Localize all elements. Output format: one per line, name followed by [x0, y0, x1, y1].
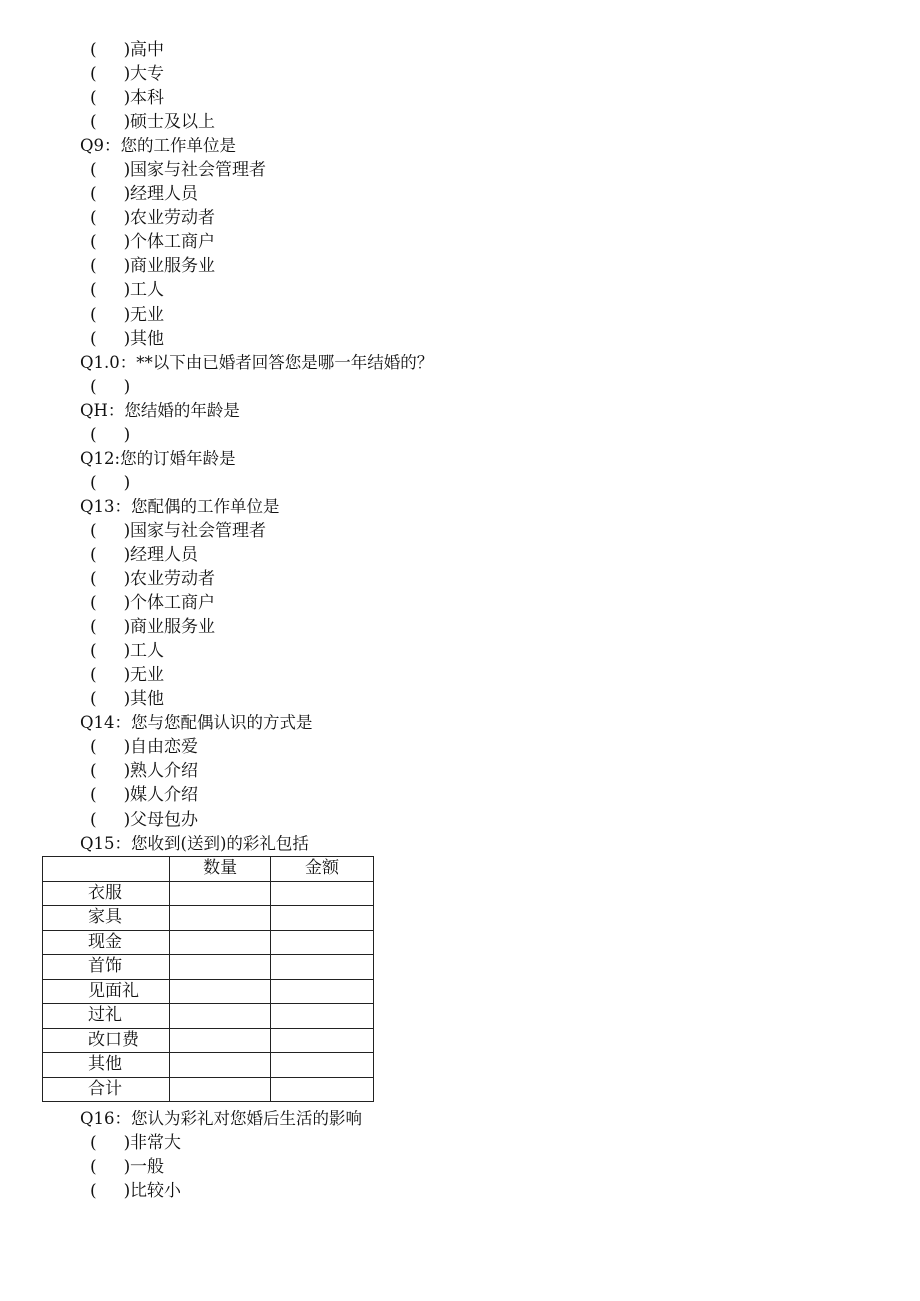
option-label: 经理人员 [130, 544, 198, 565]
question-text: Q14：您与您配偶认识的方式是 [80, 713, 313, 733]
quantity-cell[interactable] [170, 1004, 271, 1029]
table-row-label: 改口费 [43, 1028, 170, 1053]
option-label: 一般 [130, 1157, 164, 1178]
option-label: 农业劳动者 [130, 208, 215, 229]
table-row-label: 过礼 [43, 1004, 170, 1029]
amount-cell[interactable] [271, 881, 374, 906]
option-label: 工人 [130, 641, 164, 662]
answer-parentheses[interactable]: ( ) [90, 160, 131, 181]
answer-parentheses[interactable]: ( ) [90, 520, 131, 541]
table-row-label: 合计 [43, 1077, 170, 1102]
option-item [80, 182, 880, 206]
answer-parentheses[interactable]: ( ) [90, 328, 131, 349]
quantity-cell[interactable] [170, 881, 271, 906]
option-item [80, 278, 880, 302]
question-text: Q12:您的订婚年龄是 [80, 448, 236, 468]
table-header-row [43, 857, 374, 882]
answer-parentheses[interactable]: ( ) [90, 40, 131, 60]
option-item [80, 158, 880, 182]
answer-parentheses[interactable]: ( ) [90, 1157, 131, 1178]
table-row [43, 881, 374, 906]
option-label: 工人 [130, 280, 164, 301]
amount-cell[interactable] [271, 1053, 374, 1078]
option-item [80, 735, 880, 759]
answer-parentheses[interactable]: ( ) [90, 424, 131, 445]
amount-cell[interactable] [271, 1028, 374, 1053]
answer-parentheses[interactable]: ( ) [90, 64, 131, 85]
quantity-cell[interactable] [170, 979, 271, 1004]
answer-blank [80, 423, 880, 447]
option-item [80, 783, 880, 807]
answer-parentheses[interactable]: ( ) [90, 232, 131, 253]
table-row-label: 首饰 [43, 955, 170, 980]
option-label: 自由恋爱 [130, 737, 198, 758]
answer-parentheses[interactable]: ( ) [90, 472, 131, 493]
table-row [43, 906, 374, 931]
survey-questions-part-1 [80, 38, 880, 856]
option-item [80, 759, 880, 783]
option-item [80, 663, 880, 687]
amount-cell[interactable] [271, 1077, 374, 1102]
answer-parentheses[interactable]: ( ) [90, 1133, 131, 1154]
option-item [80, 327, 880, 351]
option-label: 个体工商户 [130, 593, 215, 614]
table-header-cell [43, 857, 170, 882]
answer-parentheses[interactable]: ( ) [90, 256, 131, 277]
amount-cell[interactable] [271, 1004, 374, 1029]
option-label: 媒人介绍 [130, 785, 198, 806]
answer-parentheses[interactable]: ( ) [90, 112, 131, 133]
answer-parentheses[interactable]: ( ) [90, 88, 131, 109]
option-item [80, 38, 880, 62]
answer-parentheses[interactable]: ( ) [90, 737, 131, 758]
answer-parentheses[interactable]: ( ) [90, 280, 131, 301]
option-item [80, 543, 880, 567]
option-label: 其他 [130, 689, 164, 710]
question-text: Q13：您配偶的工作单位是 [80, 496, 280, 516]
option-item [80, 206, 880, 230]
option-label: 大专 [130, 64, 164, 85]
answer-parentheses[interactable]: ( ) [90, 641, 131, 662]
option-item [80, 62, 880, 86]
answer-parentheses[interactable]: ( ) [90, 376, 131, 397]
answer-parentheses[interactable]: ( ) [90, 617, 131, 638]
option-item [80, 639, 880, 663]
answer-parentheses[interactable]: ( ) [90, 184, 131, 205]
option-label: 个体工商户 [130, 232, 215, 253]
table-row-label: 家具 [43, 906, 170, 931]
option-item [80, 1179, 880, 1203]
table-row [43, 1077, 374, 1102]
option-label: 其他 [130, 328, 164, 349]
answer-parentheses[interactable]: ( ) [90, 593, 131, 614]
answer-parentheses[interactable]: ( ) [90, 761, 131, 782]
table-row-label: 衣服 [43, 881, 170, 906]
option-item [80, 110, 880, 134]
option-label: 商业服务业 [130, 617, 215, 638]
table-row [43, 1053, 374, 1078]
answer-parentheses[interactable]: ( ) [90, 785, 131, 806]
table-row-label: 现金 [43, 930, 170, 955]
answer-parentheses[interactable]: ( ) [90, 689, 131, 710]
option-label: 无业 [130, 304, 164, 325]
option-item [80, 808, 880, 832]
option-item [80, 254, 880, 278]
option-item [80, 567, 880, 591]
option-item [80, 1131, 880, 1155]
option-label: 国家与社会管理者 [130, 520, 266, 541]
answer-blank [80, 375, 880, 399]
question-text: Q15：您收到(送到)的彩礼包括 [80, 833, 309, 853]
option-label: 无业 [130, 665, 164, 686]
option-label: 国家与社会管理者 [130, 160, 266, 181]
quantity-cell[interactable] [170, 1053, 271, 1078]
question-text: Q1.0：**以下由已婚者回答您是哪一年结婚的？ [80, 352, 434, 372]
option-item [80, 1155, 880, 1179]
table-row [43, 930, 374, 955]
table-row [43, 1004, 374, 1029]
option-label: 熟人介绍 [130, 761, 198, 782]
option-label: 比较小 [130, 1181, 181, 1202]
answer-parentheses[interactable]: ( ) [90, 665, 131, 686]
answer-parentheses[interactable]: ( ) [90, 809, 131, 830]
table-row-label: 其他 [43, 1053, 170, 1078]
answer-parentheses[interactable]: ( ) [90, 208, 131, 229]
table-row-label: 见面礼 [43, 979, 170, 1004]
amount-cell[interactable] [271, 979, 374, 1004]
question-text: Q16：您认为彩礼对您婚后生活的影响 [80, 1109, 363, 1128]
table-row [43, 1028, 374, 1053]
option-label: 本科 [130, 88, 164, 109]
answer-blank [80, 471, 880, 495]
option-label: 高中 [130, 40, 164, 60]
quantity-cell[interactable] [170, 955, 271, 980]
amount-cell[interactable] [271, 955, 374, 980]
option-item [80, 230, 880, 254]
option-item [80, 687, 880, 711]
survey-questions-part-2 [80, 1107, 880, 1203]
table-header-quantity: 数量 [170, 857, 271, 882]
quantity-cell[interactable] [170, 1077, 271, 1102]
amount-cell[interactable] [271, 930, 374, 955]
quantity-cell[interactable] [170, 906, 271, 931]
option-label: 硕士及以上 [130, 112, 215, 133]
table-row [43, 955, 374, 980]
option-label: 父母包办 [130, 809, 198, 830]
amount-cell[interactable] [271, 906, 374, 931]
option-label: 经理人员 [130, 184, 198, 205]
table-row [43, 979, 374, 1004]
quantity-cell[interactable] [170, 930, 271, 955]
answer-parentheses[interactable]: ( ) [90, 1181, 131, 1202]
option-label: 商业服务业 [130, 256, 215, 277]
option-label: 非常大 [130, 1133, 181, 1154]
option-item [80, 303, 880, 327]
quantity-cell[interactable] [170, 1028, 271, 1053]
bride-price-table [42, 856, 374, 1102]
answer-parentheses[interactable]: ( ) [90, 304, 131, 325]
option-label: 农业劳动者 [130, 569, 215, 590]
answer-parentheses[interactable]: ( ) [90, 544, 131, 565]
option-item [80, 615, 880, 639]
option-item [80, 591, 880, 615]
question-text: Q9：您的工作单位是 [80, 136, 237, 156]
option-item [80, 519, 880, 543]
answer-parentheses[interactable]: ( ) [90, 569, 131, 590]
question-text: QH：您结婚的年龄是 [80, 400, 240, 420]
table-header-amount: 金额 [271, 857, 374, 882]
option-item [80, 86, 880, 110]
